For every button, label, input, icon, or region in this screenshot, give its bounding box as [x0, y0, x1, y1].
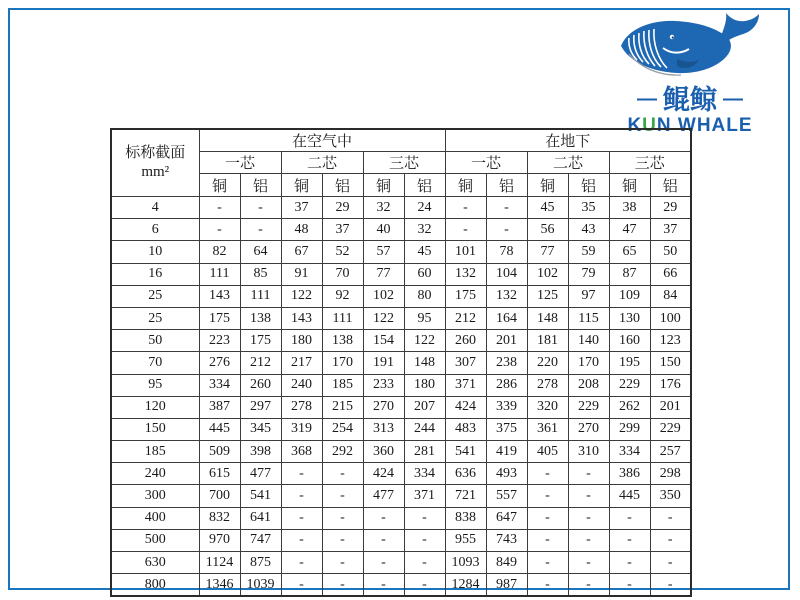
material-header-cell: 铝: [486, 174, 527, 197]
whale-icon: [615, 10, 765, 85]
core-header-cell: 二芯: [281, 152, 363, 174]
value-cell: 270: [568, 418, 609, 440]
value-cell: 84: [650, 285, 691, 307]
value-cell: 244: [404, 418, 445, 440]
value-cell: 1124: [199, 552, 240, 574]
section-cell: 50: [111, 330, 199, 352]
material-header-cell: 铝: [322, 174, 363, 197]
table-row: [111, 263, 691, 285]
value-cell: 493: [486, 463, 527, 485]
value-cell: 361: [527, 418, 568, 440]
value-cell: -: [568, 463, 609, 485]
value-cell: 276: [199, 352, 240, 374]
value-cell: 160: [609, 330, 650, 352]
value-cell: -: [240, 197, 281, 219]
value-cell: -: [404, 552, 445, 574]
core-header-cell: 一芯: [199, 152, 281, 174]
section-cell: 70: [111, 352, 199, 374]
value-cell: 419: [486, 441, 527, 463]
value-cell: 298: [650, 463, 691, 485]
value-cell: -: [650, 574, 691, 597]
logo-en-k: K: [627, 115, 643, 136]
cable-ampacity-table: [110, 128, 692, 597]
value-cell: 371: [404, 485, 445, 507]
value-cell: 262: [609, 396, 650, 418]
value-cell: 477: [363, 485, 404, 507]
value-cell: 77: [363, 263, 404, 285]
value-cell: 278: [281, 396, 322, 418]
value-cell: 350: [650, 485, 691, 507]
value-cell: 1346: [199, 574, 240, 597]
value-cell: 175: [240, 330, 281, 352]
value-cell: 59: [568, 241, 609, 263]
value-cell: -: [568, 507, 609, 529]
value-cell: -: [527, 507, 568, 529]
value-cell: 29: [650, 197, 691, 219]
logo-text-cn: [606, 87, 774, 114]
value-cell: 123: [650, 330, 691, 352]
value-cell: 477: [240, 463, 281, 485]
value-cell: 334: [199, 374, 240, 396]
value-cell: -: [281, 485, 322, 507]
value-cell: 67: [281, 241, 322, 263]
ampacity-table-container: [110, 128, 692, 597]
value-cell: 154: [363, 330, 404, 352]
value-cell: 29: [322, 197, 363, 219]
value-cell: -: [568, 552, 609, 574]
value-cell: 143: [199, 285, 240, 307]
value-cell: 143: [281, 307, 322, 329]
value-cell: -: [404, 529, 445, 551]
value-cell: -: [322, 529, 363, 551]
value-cell: -: [650, 529, 691, 551]
value-cell: -: [568, 574, 609, 597]
section-cell: 150: [111, 418, 199, 440]
material-header-cell: 铜: [199, 174, 240, 197]
value-cell: 398: [240, 441, 281, 463]
value-cell: 387: [199, 396, 240, 418]
value-cell: -: [609, 507, 650, 529]
value-cell: 360: [363, 441, 404, 463]
value-cell: -: [568, 485, 609, 507]
value-cell: -: [568, 529, 609, 551]
value-cell: 65: [609, 241, 650, 263]
value-cell: 130: [609, 307, 650, 329]
table-row: [111, 441, 691, 463]
value-cell: 32: [404, 219, 445, 241]
value-cell: 345: [240, 418, 281, 440]
value-cell: 164: [486, 307, 527, 329]
value-cell: 78: [486, 241, 527, 263]
value-cell: 45: [527, 197, 568, 219]
value-cell: 1093: [445, 552, 486, 574]
value-cell: 700: [199, 485, 240, 507]
value-cell: 50: [650, 241, 691, 263]
value-cell: 313: [363, 418, 404, 440]
table-row: [111, 307, 691, 329]
section-cell: 4: [111, 197, 199, 219]
section-cell: 25: [111, 285, 199, 307]
value-cell: 368: [281, 441, 322, 463]
value-cell: -: [404, 574, 445, 597]
value-cell: 66: [650, 263, 691, 285]
value-cell: 286: [486, 374, 527, 396]
value-cell: 483: [445, 418, 486, 440]
value-cell: -: [650, 552, 691, 574]
value-cell: -: [527, 552, 568, 574]
value-cell: 37: [650, 219, 691, 241]
value-cell: 100: [650, 307, 691, 329]
value-cell: 297: [240, 396, 281, 418]
table-row: [111, 507, 691, 529]
value-cell: 743: [486, 529, 527, 551]
value-cell: 79: [568, 263, 609, 285]
logo-cn-name: 鲲鲸: [663, 85, 717, 115]
value-cell: 541: [445, 441, 486, 463]
value-cell: -: [199, 197, 240, 219]
value-cell: 148: [404, 352, 445, 374]
value-cell: 832: [199, 507, 240, 529]
value-cell: -: [527, 574, 568, 597]
value-cell: -: [650, 507, 691, 529]
value-cell: 122: [363, 307, 404, 329]
value-cell: 955: [445, 529, 486, 551]
value-cell: 1284: [445, 574, 486, 597]
value-cell: 207: [404, 396, 445, 418]
value-cell: -: [486, 197, 527, 219]
value-cell: 849: [486, 552, 527, 574]
value-cell: 109: [609, 285, 650, 307]
table-row: [111, 574, 691, 597]
value-cell: -: [445, 219, 486, 241]
value-cell: 229: [609, 374, 650, 396]
value-cell: 636: [445, 463, 486, 485]
section-cell: 25: [111, 307, 199, 329]
value-cell: 215: [322, 396, 363, 418]
table-row: [111, 552, 691, 574]
material-header-cell: 铜: [527, 174, 568, 197]
material-header-cell: 铜: [609, 174, 650, 197]
table-row: [111, 374, 691, 396]
value-cell: 181: [527, 330, 568, 352]
value-cell: 87: [609, 263, 650, 285]
value-cell: 180: [281, 330, 322, 352]
value-cell: 278: [527, 374, 568, 396]
section-cell: 400: [111, 507, 199, 529]
table-row: [111, 418, 691, 440]
value-cell: -: [322, 485, 363, 507]
value-cell: 217: [281, 352, 322, 374]
value-cell: -: [281, 529, 322, 551]
material-header-cell: 铝: [240, 174, 281, 197]
value-cell: 125: [527, 285, 568, 307]
value-cell: 747: [240, 529, 281, 551]
table-row: [111, 219, 691, 241]
value-cell: 56: [527, 219, 568, 241]
value-cell: -: [445, 197, 486, 219]
table-row: [111, 352, 691, 374]
value-cell: -: [363, 552, 404, 574]
value-cell: 424: [363, 463, 404, 485]
value-cell: 115: [568, 307, 609, 329]
value-cell: 111: [240, 285, 281, 307]
material-header-cell: 铝: [404, 174, 445, 197]
value-cell: -: [240, 219, 281, 241]
value-cell: 541: [240, 485, 281, 507]
value-cell: -: [527, 529, 568, 551]
value-cell: -: [322, 574, 363, 597]
value-cell: 60: [404, 263, 445, 285]
core-header-cell: 二芯: [527, 152, 609, 174]
value-cell: -: [609, 574, 650, 597]
value-cell: 91: [281, 263, 322, 285]
value-cell: 229: [568, 396, 609, 418]
value-cell: -: [404, 507, 445, 529]
value-cell: 445: [199, 418, 240, 440]
table-row: [111, 529, 691, 551]
value-cell: 24: [404, 197, 445, 219]
value-cell: 220: [527, 352, 568, 374]
value-cell: 150: [650, 352, 691, 374]
kun-whale-logo: [606, 10, 774, 135]
value-cell: -: [322, 507, 363, 529]
value-cell: 191: [363, 352, 404, 374]
value-cell: 138: [240, 307, 281, 329]
value-cell: 175: [199, 307, 240, 329]
material-header-cell: 铜: [445, 174, 486, 197]
group-header-cell: 在地下: [445, 129, 691, 152]
section-cell: 240: [111, 463, 199, 485]
value-cell: 310: [568, 441, 609, 463]
value-cell: -: [527, 485, 568, 507]
material-header-cell: 铝: [650, 174, 691, 197]
value-cell: 175: [445, 285, 486, 307]
value-cell: 101: [445, 241, 486, 263]
value-cell: -: [363, 529, 404, 551]
value-cell: 229: [650, 418, 691, 440]
value-cell: 95: [404, 307, 445, 329]
material-header-cell: 铜: [363, 174, 404, 197]
value-cell: 122: [281, 285, 322, 307]
value-cell: 104: [486, 263, 527, 285]
section-cell: 630: [111, 552, 199, 574]
value-cell: 38: [609, 197, 650, 219]
value-cell: 32: [363, 197, 404, 219]
value-cell: 212: [445, 307, 486, 329]
value-cell: 208: [568, 374, 609, 396]
value-cell: -: [486, 219, 527, 241]
value-cell: 320: [527, 396, 568, 418]
value-cell: 334: [609, 441, 650, 463]
section-cell: 500: [111, 529, 199, 551]
value-cell: 37: [281, 197, 322, 219]
value-cell: 102: [363, 285, 404, 307]
value-cell: 509: [199, 441, 240, 463]
value-cell: 233: [363, 374, 404, 396]
value-cell: -: [527, 463, 568, 485]
value-cell: 238: [486, 352, 527, 374]
value-cell: 223: [199, 330, 240, 352]
section-cell: 800: [111, 574, 199, 597]
value-cell: 70: [322, 263, 363, 285]
value-cell: 405: [527, 441, 568, 463]
value-cell: -: [322, 552, 363, 574]
value-cell: 77: [527, 241, 568, 263]
value-cell: 52: [322, 241, 363, 263]
value-cell: -: [199, 219, 240, 241]
value-cell: 170: [322, 352, 363, 374]
value-cell: -: [281, 463, 322, 485]
corner-header-cell: 标称截面 mm²: [111, 129, 199, 197]
value-cell: 721: [445, 485, 486, 507]
table-row: [111, 330, 691, 352]
section-cell: 16: [111, 263, 199, 285]
core-header-cell: 三芯: [363, 152, 445, 174]
value-cell: 111: [322, 307, 363, 329]
value-cell: 987: [486, 574, 527, 597]
value-cell: 37: [322, 219, 363, 241]
value-cell: 212: [240, 352, 281, 374]
value-cell: 111: [199, 263, 240, 285]
value-cell: 647: [486, 507, 527, 529]
value-cell: 334: [404, 463, 445, 485]
section-cell: 6: [111, 219, 199, 241]
core-header-cell: 三芯: [609, 152, 691, 174]
table-row: [111, 396, 691, 418]
value-cell: -: [281, 507, 322, 529]
section-cell: 300: [111, 485, 199, 507]
value-cell: 85: [240, 263, 281, 285]
table-row: [111, 197, 691, 219]
value-cell: 45: [404, 241, 445, 263]
value-cell: 195: [609, 352, 650, 374]
value-cell: -: [609, 529, 650, 551]
value-cell: 257: [650, 441, 691, 463]
value-cell: 47: [609, 219, 650, 241]
value-cell: 270: [363, 396, 404, 418]
header-row-groups: [111, 129, 691, 152]
value-cell: 260: [240, 374, 281, 396]
value-cell: 170: [568, 352, 609, 374]
value-cell: 138: [322, 330, 363, 352]
logo-en-rest: N WHALE: [656, 115, 753, 136]
value-cell: 339: [486, 396, 527, 418]
value-cell: -: [322, 463, 363, 485]
value-cell: 40: [363, 219, 404, 241]
value-cell: 875: [240, 552, 281, 574]
value-cell: 838: [445, 507, 486, 529]
section-cell: 185: [111, 441, 199, 463]
value-cell: -: [363, 507, 404, 529]
value-cell: 970: [199, 529, 240, 551]
value-cell: 641: [240, 507, 281, 529]
value-cell: 140: [568, 330, 609, 352]
table-row: [111, 241, 691, 263]
table-row: [111, 285, 691, 307]
value-cell: 92: [322, 285, 363, 307]
value-cell: 176: [650, 374, 691, 396]
section-cell: 10: [111, 241, 199, 263]
value-cell: 122: [404, 330, 445, 352]
value-cell: 80: [404, 285, 445, 307]
value-cell: 254: [322, 418, 363, 440]
value-cell: 281: [404, 441, 445, 463]
value-cell: 386: [609, 463, 650, 485]
value-cell: 260: [445, 330, 486, 352]
value-cell: 375: [486, 418, 527, 440]
value-cell: 201: [486, 330, 527, 352]
value-cell: 201: [650, 396, 691, 418]
group-header-cell: 在空气中: [199, 129, 445, 152]
value-cell: 102: [527, 263, 568, 285]
value-cell: 292: [322, 441, 363, 463]
value-cell: 57: [363, 241, 404, 263]
value-cell: 48: [281, 219, 322, 241]
table-row: [111, 463, 691, 485]
value-cell: 64: [240, 241, 281, 263]
value-cell: 557: [486, 485, 527, 507]
value-cell: -: [281, 552, 322, 574]
value-cell: 148: [527, 307, 568, 329]
value-cell: 424: [445, 396, 486, 418]
value-cell: 35: [568, 197, 609, 219]
logo-dash-right: —: [723, 87, 743, 110]
material-header-cell: 铝: [568, 174, 609, 197]
value-cell: 132: [445, 263, 486, 285]
value-cell: 307: [445, 352, 486, 374]
value-cell: 180: [404, 374, 445, 396]
value-cell: 371: [445, 374, 486, 396]
table-row: [111, 485, 691, 507]
value-cell: 319: [281, 418, 322, 440]
value-cell: 299: [609, 418, 650, 440]
logo-dash-left: —: [637, 87, 657, 110]
value-cell: 43: [568, 219, 609, 241]
section-cell: 95: [111, 374, 199, 396]
value-cell: 97: [568, 285, 609, 307]
value-cell: 132: [486, 285, 527, 307]
value-cell: 185: [322, 374, 363, 396]
value-cell: 1039: [240, 574, 281, 597]
logo-en-u: U: [642, 115, 657, 136]
core-header-cell: 一芯: [445, 152, 527, 174]
material-header-cell: 铜: [281, 174, 322, 197]
value-cell: 82: [199, 241, 240, 263]
value-cell: -: [281, 574, 322, 597]
value-cell: 445: [609, 485, 650, 507]
value-cell: -: [363, 574, 404, 597]
section-cell: 120: [111, 396, 199, 418]
value-cell: 615: [199, 463, 240, 485]
value-cell: -: [609, 552, 650, 574]
value-cell: 240: [281, 374, 322, 396]
